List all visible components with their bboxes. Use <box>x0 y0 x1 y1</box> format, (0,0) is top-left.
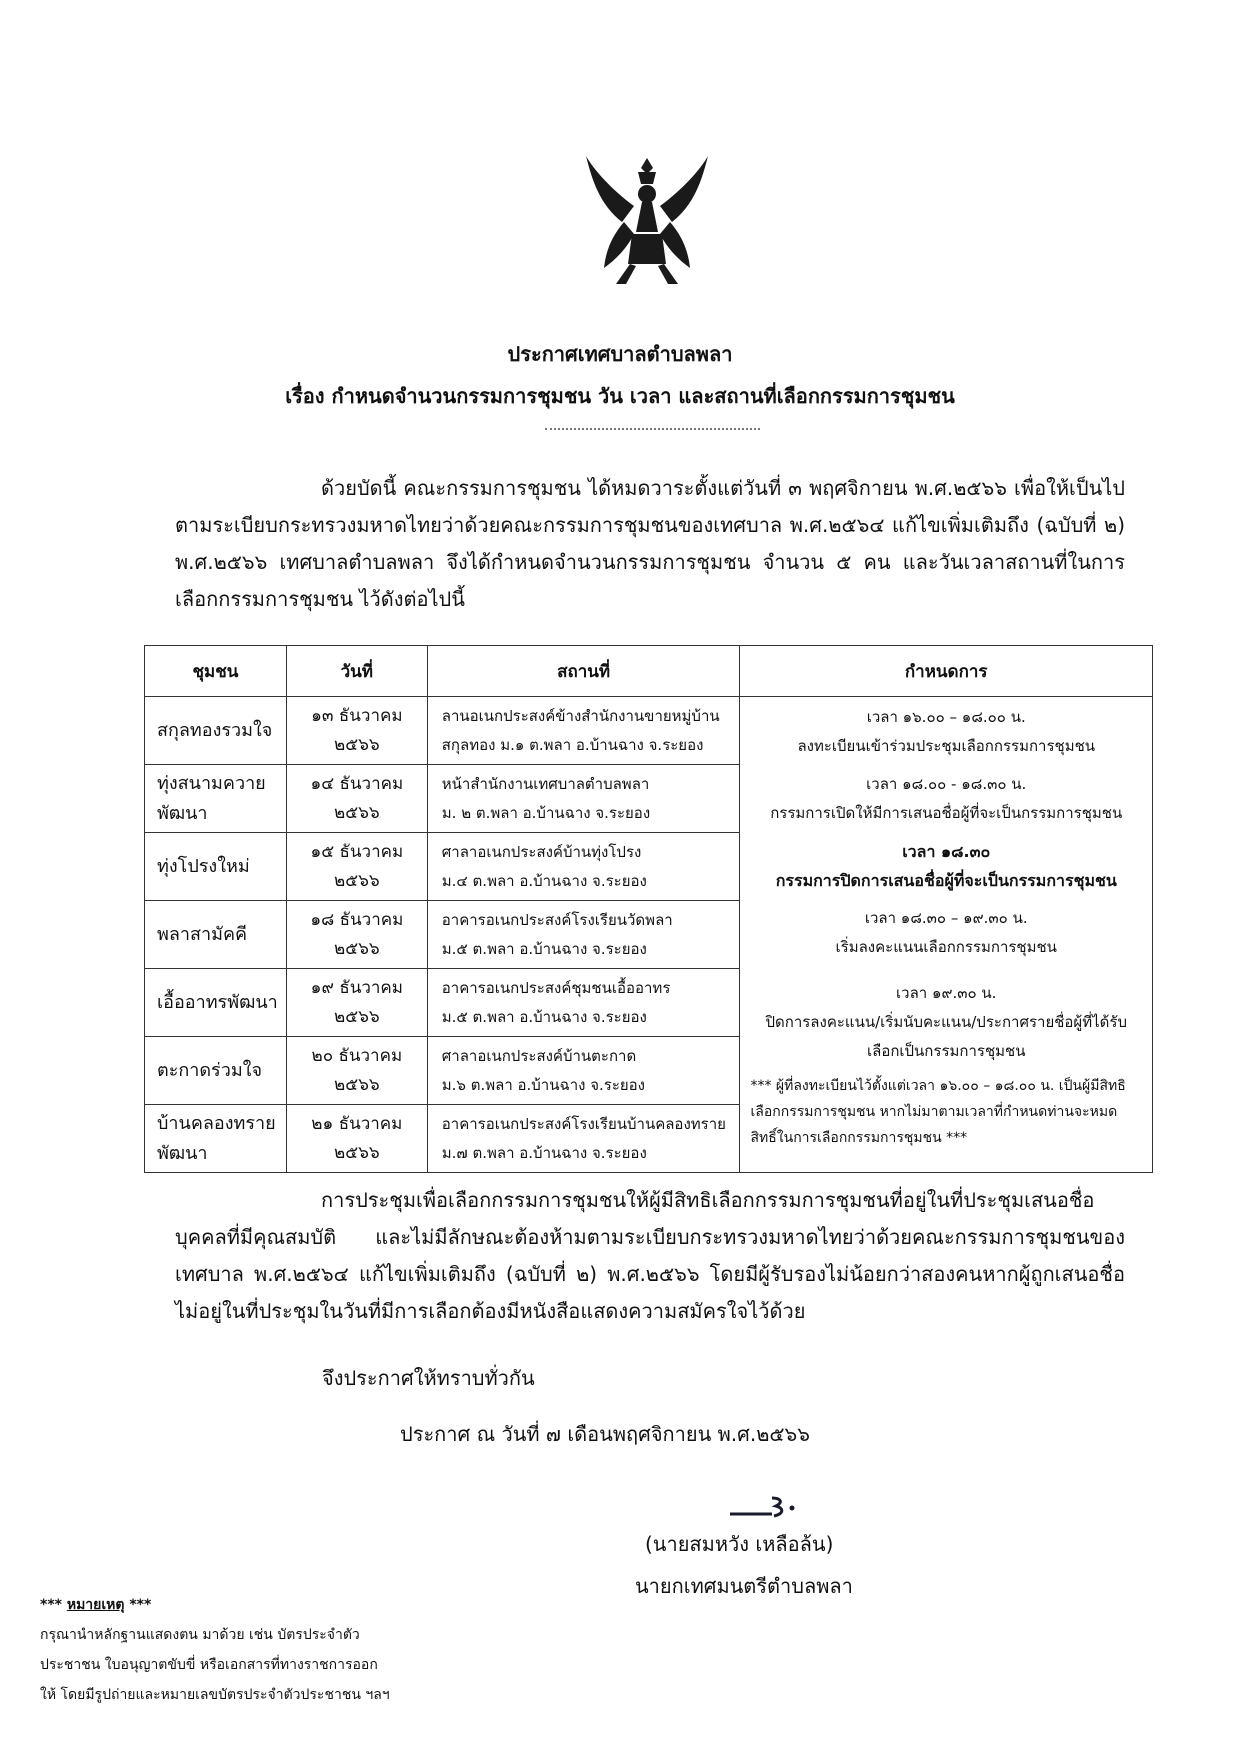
schedule-item <box>740 770 1152 828</box>
date-year: ๒๕๖๖ <box>334 802 380 823</box>
place-line: ศาลาอเนกประสงค์บ้านทุ่งโปรง <box>441 842 642 861</box>
date-cell <box>286 1037 427 1105</box>
community-name: พลาสามัคคี <box>157 923 248 945</box>
intro-text: ด้วยบัดนี้ คณะกรรมการชุมชน ได้หมดวาระตั้งแต่วันที่ ๓ พฤศจิกายน พ.ศ.๒๕๖๖ เพื่อให้เป็นไปตามระเบียบกระทรวงมหาดไทยว่าด้วยคณะกรรมการชุมชนของเทศบาล พ.ศ.๒๕๖๔ แก้ไขเพิ่มเติมถึง (ฉบับที่ ๒) พ.ศ.๒๕๖๖ เทศบาลตำบลพลา จึงได้กำหนดจำนวนกรรมการชุมชน จำนวน ๕ คน และวันเวลาสถานที่ในการเลือกกรรมการชุมชน ไว้ดังต่อไปนี้ <box>175 476 1125 611</box>
community-name: พัฒนา <box>157 1142 208 1164</box>
community-name: เอื้ออาทรพัฒนา <box>157 991 278 1013</box>
date-day: ๒๐ ธันวาคม <box>311 1045 403 1066</box>
community-name: ตะกาดร่วมใจ <box>157 1059 263 1081</box>
table-header-row <box>145 646 1153 697</box>
date-year: ๒๕๖๖ <box>334 1006 380 1027</box>
footnote-stars: *** <box>129 1597 152 1613</box>
date-year: ๒๕๖๖ <box>334 1074 380 1095</box>
place-cell <box>427 833 740 901</box>
date-year: ๒๕๖๖ <box>334 1142 380 1163</box>
community-cell <box>145 697 287 765</box>
community-name: ทุ่งโปรงใหม่ <box>157 855 250 877</box>
community-name: บ้านคลองทราย <box>157 1112 276 1134</box>
header-date: วันที่ <box>286 646 427 697</box>
schedule-item <box>740 904 1152 962</box>
schedule-text: ปิดการลงคะแนน/เริ่มนับคะแนน/ประกาศรายชื่อผู้ที่ได้รับ <box>765 1013 1127 1031</box>
schedule-time: เวลา ๑๘.๓๐ <box>902 842 991 861</box>
schedule-text: เลือกเป็นกรรมการชุมชน <box>867 1042 1026 1060</box>
date-day: ๑๘ ธันวาคม <box>310 909 404 930</box>
signature-mark <box>728 1492 798 1518</box>
place-cell <box>427 765 740 833</box>
date-day: ๑๓ ธันวาคม <box>311 705 403 726</box>
date-day: ๑๔ ธันวาคม <box>310 773 404 794</box>
place-line: สกุลทอง ม.๑ ต.พลา อ.บ้านฉาง จ.ระยอง <box>441 735 704 754</box>
date-day: ๑๕ ธันวาคม <box>310 841 404 862</box>
date-cell <box>286 1105 427 1173</box>
schedule-table <box>144 645 1153 1173</box>
community-name: ทุ่งสนามควาย <box>157 772 266 794</box>
place-line: ม.๕ ต.พลา อ.บ้านฉาง จ.ระยอง <box>441 1007 647 1026</box>
footnote-box <box>40 1590 450 1710</box>
table-row <box>145 697 1153 765</box>
place-line: ม.๔ ต.พลา อ.บ้านฉาง จ.ระยอง <box>441 871 647 890</box>
program-cell <box>740 697 1153 1173</box>
intro-paragraph <box>175 470 1125 618</box>
signer-name: (นายสมหวัง เหลือล้น) <box>645 1532 834 1556</box>
footnote-line: กรุณานำหลักฐานแสดงตน มาด้วย เช่น บัตรประจำตัว <box>40 1627 360 1643</box>
schedule-item <box>740 979 1152 1066</box>
schedule-time: เวลา ๑๘.๐๐ - ๑๘.๓๐ น. <box>866 775 1027 793</box>
signer-position: นายกเทศมนตรีตำบลพลา <box>635 1574 853 1598</box>
document-subject: เรื่อง กำหนดจำนวนกรรมการชุมชน วัน เวลา และสถานที่เลือกกรรมการชุมชน <box>285 384 955 408</box>
footnote-line: ประชาชน ใบอนุญาตขับขี่ หรือเอกสารที่ทางราชการออก <box>40 1657 378 1673</box>
date-cell <box>286 901 427 969</box>
community-cell <box>145 833 287 901</box>
place-line: ลานอเนกประสงค์ข้างสำนักงานขายหมู่บ้าน <box>441 706 720 725</box>
place-cell <box>427 969 740 1037</box>
community-cell <box>145 1105 287 1173</box>
community-cell <box>145 901 287 969</box>
schedule-time: เวลา ๑๘.๓๐ – ๑๙.๓๐ น. <box>864 909 1028 927</box>
date-cell <box>286 833 427 901</box>
place-cell <box>427 1105 740 1173</box>
footnote-line: ให้ โดยมีรูปถ่ายและหมายเลขบัตรประจำตัวประชาชน ฯลฯ <box>40 1687 390 1703</box>
place-line: อาคารอเนกประสงค์โรงเรียนวัดพลา <box>441 910 673 929</box>
date-day: ๑๙ ธันวาคม <box>310 977 403 998</box>
footnote-stars: *** <box>40 1597 62 1613</box>
schedule-text: กรรมการเปิดให้มีการเสนอชื่อผู้ที่จะเป็นกรรมการชุมชน <box>770 804 1123 822</box>
date-cell <box>286 697 427 765</box>
closing-line: จึงประกาศให้ทราบทั่วกัน <box>322 1366 535 1390</box>
place-cell <box>427 697 740 765</box>
schedule-text: เริ่มลงคะแนนเลือกกรรมการชุมชน <box>835 938 1057 956</box>
schedule-text: ลงทะเบียนเข้าร่วมประชุมเลือกกรรมการชุมชน <box>797 737 1096 755</box>
date-year: ๒๕๖๖ <box>334 938 380 959</box>
place-line: ม.๕ ต.พลา อ.บ้านฉาง จ.ระยอง <box>441 939 647 958</box>
date-day: ๒๑ ธันวาคม <box>311 1113 403 1134</box>
garuda-emblem-icon <box>572 150 722 290</box>
place-line: ศาลาอเนกประสงค์บ้านตะกาด <box>441 1046 637 1065</box>
place-line: ม.๗ ต.พลา อ.บ้านฉาง จ.ระยอง <box>441 1143 647 1162</box>
community-cell <box>145 765 287 833</box>
footnote-label: หมายเหตุ <box>66 1597 125 1613</box>
schedule-text: กรรมการปิดการเสนอชื่อผู้ที่จะเป็นกรรมการชุมชน <box>775 871 1117 890</box>
date-cell <box>286 765 427 833</box>
header-program: กำหนดการ <box>740 646 1153 697</box>
community-cell <box>145 1037 287 1105</box>
place-cell <box>427 1037 740 1105</box>
place-line: อาคารอเนกประสงค์ชุมชนเอื้ออาทร <box>441 978 671 997</box>
footnote-header <box>40 1590 450 1620</box>
date-year: ๒๕๖๖ <box>334 870 380 891</box>
place-line: อาคารอเนกประสงค์โรงเรียนบ้านคลองทราย <box>441 1114 726 1133</box>
place-line: ม. ๒ ต.พลา อ.บ้านฉาง จ.ระยอง <box>441 803 651 822</box>
document-title: ประกาศเทศบาลตำบลพลา <box>507 342 733 366</box>
community-cell <box>145 969 287 1037</box>
schedule-item <box>740 837 1152 895</box>
place-line: หน้าสำนักงานเทศบาลตำบลพลา <box>441 774 650 793</box>
header-place: สถานที่ <box>427 646 740 697</box>
schedule-item <box>740 703 1152 761</box>
schedule-note: *** ผู้ที่ลงทะเบียนไว้ตั้งแต่เวลา ๑๖.๐๐ – ๑๘.๐๐ น. เป็นผู้มีสิทธิเลือกกรรมการชุมชน หากไม่มาตามเวลาที่กำหนดท่านจะหมดสิทธิ์ในการเลือกกรรมการชุมชน *** <box>750 1078 1126 1146</box>
body-paragraph <box>175 1182 1125 1330</box>
date-cell <box>286 969 427 1037</box>
community-name: สกุลทองรวมใจ <box>157 719 273 741</box>
place-cell <box>427 901 740 969</box>
body-text: การประชุมเพื่อเลือกกรรมการชุมชนให้ผู้มีสิทธิเลือกกรรมการชุมชนที่อยู่ในที่ประชุมเสนอชื่อบุคคลที่มีคุณสมบัติ และไม่มีลักษณะต้องห้ามตามระเบียบกระทรวงมหาดไทยว่าด้วยคณะกรรมการชุมชนของเทศบาล พ.ศ.๒๕๖๔ แก้ไขเพิ่มเติมถึง (ฉบับที่ ๒) พ.ศ.๒๕๖๖ โดยมีผู้รับรองไม่น้อยกว่าสองคนหากผู้ถูกเสนอชื่อไม่อยู่ในที่ประชุมในวันที่มีการเลือกต้องมีหนังสือแสดงความสมัครใจไว้ด้วย <box>175 1188 1125 1323</box>
schedule-time: เวลา ๑๙.๓๐ น. <box>896 984 997 1002</box>
schedule-time: เวลา ๑๖.๐๐ – ๑๘.๐๐ น. <box>866 708 1026 726</box>
dotted-divider <box>545 428 760 430</box>
date-year: ๒๕๖๖ <box>334 734 380 755</box>
header-community: ชุมชน <box>145 646 287 697</box>
announce-date: ประกาศ ณ วันที่ ๗ เดือนพฤศจิกายน พ.ศ.๒๕๖๖ <box>400 1422 810 1446</box>
place-line: ม.๖ ต.พลา อ.บ้านฉาง จ.ระยอง <box>441 1075 646 1094</box>
community-name: พัฒนา <box>157 802 208 824</box>
